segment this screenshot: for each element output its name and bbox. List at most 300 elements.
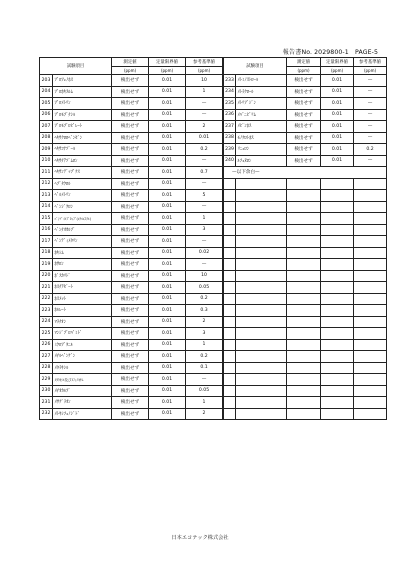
measured-value: 検出せず bbox=[287, 132, 321, 144]
empty-cell bbox=[224, 213, 236, 225]
table-row bbox=[40, 408, 223, 420]
reference-value: 0.05 bbox=[186, 385, 223, 397]
quantitation-limit: 0.01 bbox=[149, 86, 186, 98]
item-name: ﾍｷｻｸﾛﾛﾍﾞﾝｾﾞﾝ bbox=[53, 132, 112, 144]
measured-value: 検出せず bbox=[112, 236, 149, 248]
reference-value: 3 bbox=[186, 224, 223, 236]
empty-cell bbox=[236, 178, 287, 190]
end-of-list-marker: —以下余白— bbox=[224, 167, 387, 179]
table-row bbox=[40, 270, 223, 282]
table-row bbox=[40, 201, 223, 213]
company-footer: 日本エコテック株式会社 bbox=[171, 535, 229, 541]
table-row bbox=[40, 98, 223, 110]
reference-value: 0.2 bbox=[354, 144, 387, 156]
quantitation-limit: 0.01 bbox=[149, 178, 186, 190]
table-row bbox=[40, 247, 223, 259]
row-number: 234 bbox=[224, 86, 236, 98]
empty-cell bbox=[287, 201, 321, 213]
item-name: ﾐｸﾛﾌﾞﾀﾆﾙ bbox=[53, 339, 112, 351]
empty-cell bbox=[287, 328, 321, 340]
empty-cell bbox=[321, 178, 354, 190]
empty-cell bbox=[224, 247, 236, 259]
empty-cell bbox=[236, 190, 287, 202]
empty-row bbox=[224, 247, 387, 259]
measured-value: 検出せず bbox=[112, 408, 149, 420]
item-name: ﾎｽﾁｱｾﾞｰﾄ bbox=[53, 282, 112, 294]
quantitation-limit: 0.01 bbox=[321, 98, 354, 110]
reference-value: — bbox=[186, 259, 223, 271]
empty-cell bbox=[321, 351, 354, 363]
empty-row bbox=[224, 282, 387, 294]
empty-cell bbox=[321, 328, 354, 340]
empty-cell bbox=[287, 305, 321, 317]
empty-cell bbox=[354, 259, 387, 271]
col-header-limit: 定量限界値 bbox=[149, 58, 186, 67]
empty-cell bbox=[287, 385, 321, 397]
row-number: 211 bbox=[40, 167, 53, 179]
item-name: ﾍﾞﾝﾁｵｶﾙﾌﾞ bbox=[53, 224, 112, 236]
table-row bbox=[40, 121, 223, 133]
row-number: 222 bbox=[40, 293, 53, 305]
quantitation-limit: 0.01 bbox=[149, 98, 186, 110]
empty-cell bbox=[354, 236, 387, 248]
item-name: ﾍﾞﾝｿﾞｲﾙﾌﾟﾛｯﾌﾟ(ｴﾁﾙｴｽﾃﾙ) bbox=[53, 213, 112, 225]
reference-value: — bbox=[186, 178, 223, 190]
quantitation-limit: 0.01 bbox=[149, 305, 186, 317]
reference-value: 1 bbox=[186, 86, 223, 98]
empty-cell bbox=[224, 328, 236, 340]
reference-value: 0.02 bbox=[186, 247, 223, 259]
quantitation-limit: 0.01 bbox=[149, 351, 186, 363]
empty-row bbox=[224, 351, 387, 363]
row-number: 240 bbox=[224, 155, 236, 167]
measured-value: 検出せず bbox=[112, 316, 149, 328]
empty-cell bbox=[236, 259, 287, 271]
row-number: 239 bbox=[224, 144, 236, 156]
empty-cell bbox=[321, 213, 354, 225]
empty-row bbox=[224, 374, 387, 386]
empty-row bbox=[224, 385, 387, 397]
row-number: 206 bbox=[40, 109, 53, 121]
item-name: ﾍｷｻﾁｱｿﾞﾑﾛﾝ bbox=[53, 155, 112, 167]
reference-value: 1 bbox=[186, 339, 223, 351]
col-header-measured: 測定値 bbox=[112, 58, 149, 67]
item-name: ﾒﾋﾞﾝﾎｽ bbox=[236, 121, 287, 133]
measured-value: 検出せず bbox=[112, 167, 149, 179]
empty-cell bbox=[321, 224, 354, 236]
quantitation-limit: 0.01 bbox=[149, 155, 186, 167]
row-number: 204 bbox=[40, 86, 53, 98]
reference-value: 0.01 bbox=[186, 132, 223, 144]
quantitation-limit: 0.01 bbox=[149, 385, 186, 397]
item-name: ﾌﾟﾛﾓﾌﾞﾁｼﾙ bbox=[53, 109, 112, 121]
table-row bbox=[40, 75, 223, 87]
row-number: 213 bbox=[40, 190, 53, 202]
col-header-limit: 定量限界値 bbox=[321, 58, 354, 67]
reference-value: 0.05 bbox=[186, 282, 223, 294]
empty-row bbox=[224, 316, 387, 328]
quantitation-limit: 0.01 bbox=[149, 144, 186, 156]
table-row bbox=[224, 155, 387, 167]
measured-value: 検出せず bbox=[112, 270, 149, 282]
quantitation-limit: 0.01 bbox=[149, 236, 186, 248]
empty-cell bbox=[321, 385, 354, 397]
reference-value: — bbox=[354, 155, 387, 167]
item-name: ﾒﾄﾘﾌﾞｼﾞﾝ bbox=[236, 98, 287, 110]
empty-cell bbox=[321, 190, 354, 202]
reference-value: 0.7 bbox=[186, 167, 223, 179]
measured-value: 検出せず bbox=[112, 144, 149, 156]
table-row bbox=[40, 351, 223, 363]
empty-cell bbox=[321, 374, 354, 386]
item-name: ﾎﾙﾚｰﾄ bbox=[53, 305, 112, 317]
empty-cell bbox=[224, 259, 236, 271]
empty-cell bbox=[224, 408, 236, 420]
row-number: 237 bbox=[224, 121, 236, 133]
table-row bbox=[40, 178, 223, 190]
empty-cell bbox=[354, 328, 387, 340]
empty-cell bbox=[236, 293, 287, 305]
empty-cell bbox=[354, 339, 387, 351]
empty-cell bbox=[354, 385, 387, 397]
empty-cell bbox=[236, 224, 287, 236]
item-name: ﾘﾆｭﾛﾝ bbox=[236, 144, 287, 156]
quantitation-limit: 0.01 bbox=[149, 132, 186, 144]
table-row bbox=[224, 167, 387, 179]
measured-value: 検出せず bbox=[112, 75, 149, 87]
table-row bbox=[40, 190, 223, 202]
table-row bbox=[224, 98, 387, 110]
item-name: ﾒﾄｷｼﾌｪﾉｼﾞﾄﾞ bbox=[53, 408, 112, 420]
reference-value: — bbox=[186, 155, 223, 167]
empty-row bbox=[224, 328, 387, 340]
table-row bbox=[40, 362, 223, 374]
empty-cell bbox=[354, 201, 387, 213]
measured-value: 検出せず bbox=[112, 247, 149, 259]
table-row bbox=[40, 374, 223, 386]
empty-cell bbox=[321, 293, 354, 305]
row-number: 238 bbox=[224, 132, 236, 144]
table-row bbox=[40, 144, 223, 156]
empty-cell bbox=[224, 178, 236, 190]
empty-cell bbox=[224, 282, 236, 294]
empty-cell bbox=[321, 316, 354, 328]
empty-cell bbox=[354, 362, 387, 374]
reference-value: 10 bbox=[186, 270, 223, 282]
quantitation-limit: 0.01 bbox=[149, 121, 186, 133]
quantitation-limit: 0.01 bbox=[321, 144, 354, 156]
empty-cell bbox=[236, 362, 287, 374]
row-number: 203 bbox=[40, 75, 53, 87]
item-name: ﾌﾞﾛﾓﾌﾟﾛﾋﾟﾚｰﾄ bbox=[53, 121, 112, 133]
table-row bbox=[224, 86, 387, 98]
measured-value: 検出せず bbox=[112, 351, 149, 363]
measured-value: 検出せず bbox=[112, 201, 149, 213]
empty-cell bbox=[321, 362, 354, 374]
row-number: 209 bbox=[40, 144, 53, 156]
col-header-measured: 測定値 bbox=[287, 58, 321, 67]
empty-row bbox=[224, 224, 387, 236]
table-row bbox=[40, 224, 223, 236]
empty-cell bbox=[236, 247, 287, 259]
measured-value: 検出せず bbox=[112, 132, 149, 144]
empty-cell bbox=[287, 316, 321, 328]
empty-cell bbox=[354, 247, 387, 259]
table-row bbox=[224, 75, 387, 87]
quantitation-limit: 0.01 bbox=[149, 270, 186, 282]
empty-cell bbox=[224, 351, 236, 363]
reference-value: 0.2 bbox=[186, 293, 223, 305]
reference-value: — bbox=[186, 109, 223, 121]
measured-value: 検出せず bbox=[112, 86, 149, 98]
table-row bbox=[40, 316, 223, 328]
quantitation-limit: 0.01 bbox=[149, 213, 186, 225]
table-row bbox=[40, 109, 223, 121]
item-name: ﾎｷｼﾑ bbox=[53, 247, 112, 259]
empty-cell bbox=[236, 385, 287, 397]
item-name: ﾒﾄﾐﾉｽﾄﾛｰﾙ bbox=[236, 75, 287, 87]
item-name: ﾒﾀﾗｷｼﾙ及びﾒﾌｪﾉｷｻﾑ bbox=[53, 374, 112, 386]
empty-cell bbox=[236, 328, 287, 340]
row-number: 216 bbox=[40, 224, 53, 236]
empty-row bbox=[224, 178, 387, 190]
empty-cell bbox=[287, 282, 321, 294]
measured-value: 検出せず bbox=[112, 385, 149, 397]
item-name: ﾒﾀﾗｷｼﾙ bbox=[53, 362, 112, 374]
quantitation-limit: 0.01 bbox=[321, 86, 354, 98]
item-name: ﾍﾞﾝﾃﾞｨﾒﾀﾘﾝ bbox=[53, 236, 112, 248]
empty-cell bbox=[321, 408, 354, 420]
empty-cell bbox=[236, 316, 287, 328]
measured-value: 検出せず bbox=[112, 98, 149, 110]
empty-row bbox=[224, 339, 387, 351]
item-name: ﾓﾉｸﾛﾄﾎｽ bbox=[236, 132, 287, 144]
item-name: ﾌﾟﾛﾌｪﾉﾎｽ bbox=[53, 75, 112, 87]
empty-cell bbox=[321, 397, 354, 409]
measured-value: 検出せず bbox=[112, 362, 149, 374]
reference-value: — bbox=[186, 98, 223, 110]
empty-cell bbox=[236, 397, 287, 409]
item-name: ﾏﾝｼﾞﾌﾟﾛﾊﾟﾐﾄﾞ bbox=[53, 328, 112, 340]
empty-cell bbox=[354, 374, 387, 386]
measured-value: 検出せず bbox=[112, 339, 149, 351]
table-row bbox=[40, 282, 223, 294]
measured-value: 検出せず bbox=[112, 190, 149, 202]
row-number: 225 bbox=[40, 328, 53, 340]
empty-cell bbox=[224, 339, 236, 351]
quantitation-limit: 0.01 bbox=[149, 190, 186, 202]
unit-label: (ppm) bbox=[287, 67, 321, 75]
table-row bbox=[40, 132, 223, 144]
empty-cell bbox=[321, 236, 354, 248]
empty-cell bbox=[236, 374, 287, 386]
empty-cell bbox=[287, 397, 321, 409]
unit-label: (ppm) bbox=[149, 67, 186, 75]
empty-row bbox=[224, 213, 387, 225]
measured-value: 検出せず bbox=[112, 259, 149, 271]
empty-cell bbox=[321, 305, 354, 317]
col-header-reference: 参考基準値 bbox=[186, 58, 223, 67]
empty-row bbox=[224, 270, 387, 282]
empty-cell bbox=[354, 213, 387, 225]
reference-value: 1 bbox=[186, 213, 223, 225]
table-row bbox=[40, 293, 223, 305]
item-name: ﾒﾄﾗｸﾛｰﾙ bbox=[236, 86, 287, 98]
empty-cell bbox=[236, 305, 287, 317]
empty-cell bbox=[236, 213, 287, 225]
row-number: 217 bbox=[40, 236, 53, 248]
table-row bbox=[40, 259, 223, 271]
empty-row bbox=[224, 236, 387, 248]
row-number: 221 bbox=[40, 282, 53, 294]
empty-row bbox=[224, 293, 387, 305]
reference-value: — bbox=[354, 98, 387, 110]
table-row bbox=[224, 132, 387, 144]
reference-value: 0.2 bbox=[186, 351, 223, 363]
row-number: 226 bbox=[40, 339, 53, 351]
empty-cell bbox=[224, 190, 236, 202]
results-table-right bbox=[223, 57, 387, 420]
empty-cell bbox=[224, 201, 236, 213]
table-row bbox=[40, 236, 223, 248]
col-header-item: 試験項目 bbox=[224, 58, 287, 75]
empty-cell bbox=[236, 236, 287, 248]
row-number: 236 bbox=[224, 109, 236, 121]
results-table-left bbox=[39, 57, 223, 420]
measured-value: 検出せず bbox=[287, 155, 321, 167]
empty-cell bbox=[354, 408, 387, 420]
empty-row bbox=[224, 397, 387, 409]
empty-cell bbox=[287, 247, 321, 259]
empty-row bbox=[224, 259, 387, 271]
right-rows bbox=[224, 75, 387, 420]
reference-value: — bbox=[354, 121, 387, 133]
row-number: 223 bbox=[40, 305, 53, 317]
empty-row bbox=[224, 190, 387, 202]
quantitation-limit: 0.01 bbox=[149, 259, 186, 271]
empty-cell bbox=[224, 224, 236, 236]
empty-cell bbox=[224, 270, 236, 282]
row-number: 210 bbox=[40, 155, 53, 167]
quantitation-limit: 0.01 bbox=[149, 167, 186, 179]
measured-value: 検出せず bbox=[112, 224, 149, 236]
empty-cell bbox=[287, 374, 321, 386]
quantitation-limit: 0.01 bbox=[149, 282, 186, 294]
row-number: 208 bbox=[40, 132, 53, 144]
row-number: 229 bbox=[40, 374, 53, 386]
empty-cell bbox=[321, 201, 354, 213]
measured-value: 検出せず bbox=[287, 75, 321, 87]
quantitation-limit: 0.01 bbox=[321, 75, 354, 87]
empty-cell bbox=[236, 282, 287, 294]
row-number: 233 bbox=[224, 75, 236, 87]
empty-row bbox=[224, 408, 387, 420]
item-name: ﾌﾟﾛﾎｷｽﾙﾑ bbox=[53, 86, 112, 98]
item-name: ﾍｷｻｺﾅｿﾞｰﾙ bbox=[53, 144, 112, 156]
reference-value: 1 bbox=[186, 397, 223, 409]
item-name: ﾍﾞﾝｼﾞｸﾛﾝ bbox=[53, 201, 112, 213]
quantitation-limit: 0.01 bbox=[149, 201, 186, 213]
measured-value: 検出せず bbox=[112, 109, 149, 121]
empty-cell bbox=[321, 270, 354, 282]
measured-value: 検出せず bbox=[112, 397, 149, 409]
reference-value: 2 bbox=[186, 121, 223, 133]
empty-cell bbox=[354, 270, 387, 282]
measured-value: 検出せず bbox=[287, 144, 321, 156]
left-rows bbox=[40, 75, 223, 420]
quantitation-limit: 0.01 bbox=[321, 121, 354, 133]
item-name: ﾍﾌﾟﾀｸﾛﾙ bbox=[53, 178, 112, 190]
quantitation-limit: 0.01 bbox=[321, 155, 354, 167]
measured-value: 検出せず bbox=[112, 374, 149, 386]
table-row bbox=[40, 155, 223, 167]
measured-value: 検出せず bbox=[112, 178, 149, 190]
measured-value: 検出せず bbox=[112, 305, 149, 317]
table-row bbox=[224, 109, 387, 121]
empty-cell bbox=[224, 362, 236, 374]
unit-label: (ppm) bbox=[112, 67, 149, 75]
empty-cell bbox=[224, 236, 236, 248]
table-row bbox=[224, 144, 387, 156]
quantitation-limit: 0.01 bbox=[149, 374, 186, 386]
item-name: ﾌﾟﾛﾒﾄﾘﾝ bbox=[53, 98, 112, 110]
empty-cell bbox=[236, 351, 287, 363]
empty-cell bbox=[354, 190, 387, 202]
empty-cell bbox=[224, 374, 236, 386]
item-name: ﾎｽﾒｯﾄ bbox=[53, 293, 112, 305]
empty-cell bbox=[236, 201, 287, 213]
reference-value: — bbox=[354, 109, 387, 121]
row-number: 228 bbox=[40, 362, 53, 374]
empty-cell bbox=[287, 408, 321, 420]
reference-value: — bbox=[186, 374, 223, 386]
item-name: ﾎｻﾛﾝ bbox=[53, 259, 112, 271]
item-name: ﾒﾁﾙﾍﾟﾝｹﾞﾝ bbox=[53, 351, 112, 363]
empty-cell bbox=[224, 293, 236, 305]
row-number: 205 bbox=[40, 98, 53, 110]
empty-cell bbox=[354, 305, 387, 317]
empty-cell bbox=[287, 362, 321, 374]
reference-value: 0.2 bbox=[186, 144, 223, 156]
report-number: 報告書No. 2029800-1 PAGE-5 bbox=[282, 49, 378, 56]
quantitation-limit: 0.01 bbox=[321, 109, 354, 121]
reference-value: 0.3 bbox=[186, 305, 223, 317]
quantitation-limit: 0.01 bbox=[149, 75, 186, 87]
empty-cell bbox=[224, 385, 236, 397]
empty-cell bbox=[354, 282, 387, 294]
empty-cell bbox=[236, 408, 287, 420]
row-number: 220 bbox=[40, 270, 53, 282]
row-number: 218 bbox=[40, 247, 53, 259]
empty-row bbox=[224, 362, 387, 374]
item-name: ﾒｻｸﾞﾗｵﾝ bbox=[53, 397, 112, 409]
table-row bbox=[40, 305, 223, 317]
empty-cell bbox=[224, 316, 236, 328]
measured-value: 検出せず bbox=[287, 86, 321, 98]
item-name: ﾒﾁｵｶﾙﾌﾞ bbox=[53, 385, 112, 397]
quantitation-limit: 0.01 bbox=[321, 132, 354, 144]
table-row bbox=[40, 167, 223, 179]
measured-value: 検出せず bbox=[112, 121, 149, 133]
measured-value: 検出せず bbox=[112, 293, 149, 305]
row-number: 219 bbox=[40, 259, 53, 271]
empty-cell bbox=[321, 282, 354, 294]
reference-value: 2 bbox=[186, 316, 223, 328]
empty-cell bbox=[224, 397, 236, 409]
empty-cell bbox=[287, 339, 321, 351]
quantitation-limit: 0.01 bbox=[149, 397, 186, 409]
reference-value: 5 bbox=[186, 190, 223, 202]
